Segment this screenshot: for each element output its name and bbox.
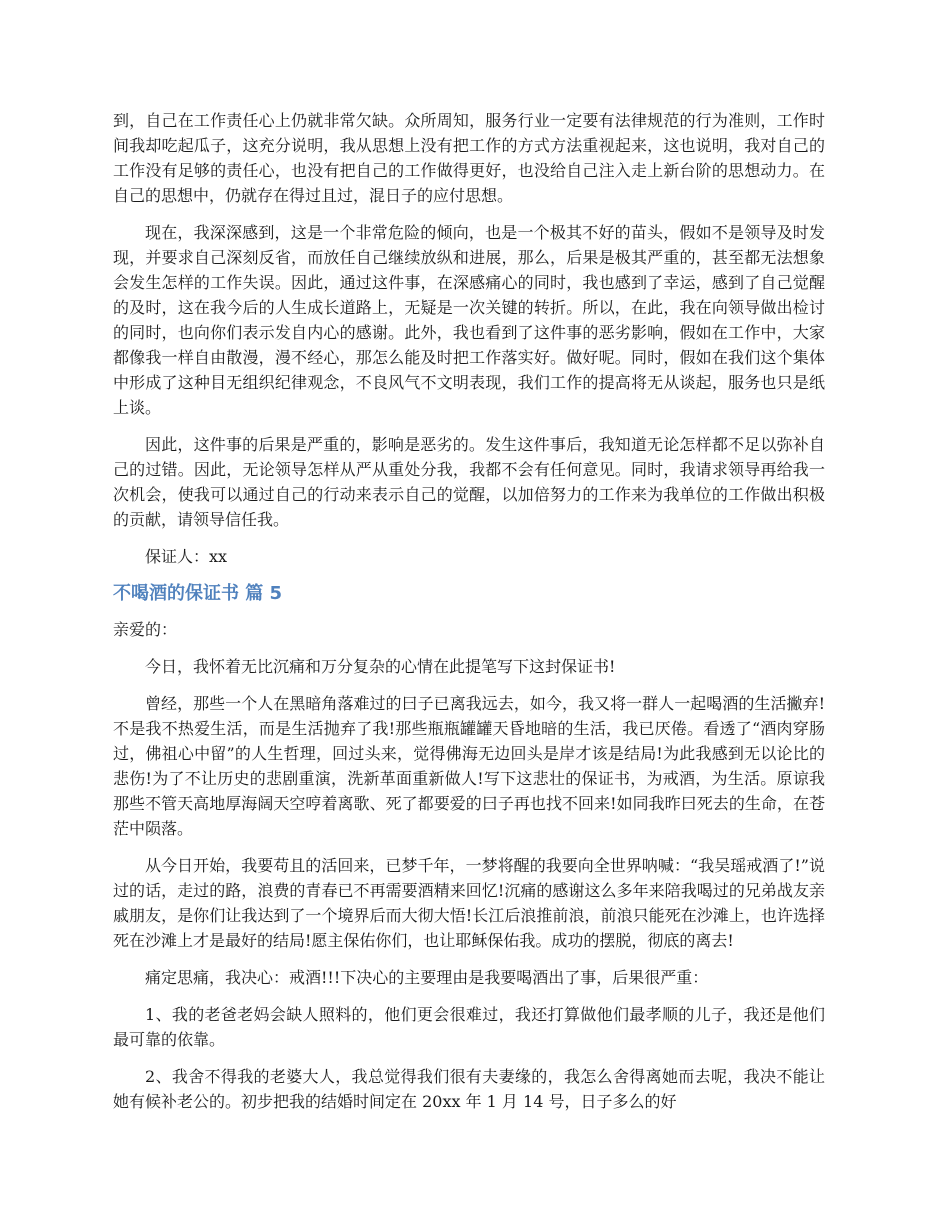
section-heading: 不喝酒的保证书 篇 5 bbox=[113, 583, 283, 604]
paragraph-intro: 今日，我怀着无比沉痛和万分复杂的心情在此提笔写下这封保证书! bbox=[145, 657, 616, 676]
paragraph-continuation: 到，自己在工作责任心上仍就非常欠缺。众所周知，服务行业一定要有法律规范的行为准则，工作时间我却吃起瓜子，这充分说明，我从思想上没有把工作的方式方法重视起来，这也说明，我对自己的工作没有足够的责任心，也没有把自己的工作做得更好，也没给自己注入走上新台阶的思想动力。在自己的思想中，仍就存在得过且过，混日子的应付思想。 bbox=[113, 111, 825, 205]
paragraph-reflection: 现在，我深深感到，这是一个非常危险的倾向，也是一个极其不好的苗头，假如不是领导及时发现，并要求自己深刻反省，而放任自己继续放纵和进展，那么，后果是极其严重的，甚至都无法想象会发生怎样的工作失误。因此，通过这件事，在深感痛心的同时，我也感到了幸运，感到了自己觉醒的及时，这在我今后的人生成长道路上，无疑是一次关键的转折。所以，在此，我在向领导做出检讨的同时，也向你们表示发自内心的感谢。此外，我也看到了这件事的恶劣影响，假如在工作中，大家都像我一样自由散漫，漫不经心，那怎么能及时把工作落实好。做好呢。同时，假如在我们这个集体中形成了这种目无组织纪律观念，不良风气不文明表现，我们工作的提高将无从谈起，服务也只是纸上谈。 bbox=[113, 223, 825, 417]
paragraph-declaration: 从今日开始，我要苟且的活回来，已梦千年，一梦将醒的我要向全世界呐喊：“我吴瑶戒酒了!”说过的话，走过的路，浪费的青春已不再需要酒精来回忆!沉痛的感谢这么多年来陪我喝过的兄弟战友亲戚朋友，是你们让我达到了一个境界后而大彻大悟!长江后浪推前浪，前浪只能死在沙滩上，也许选择死在沙滩上才是最好的结局!愿主保佑你们，也让耶稣保佑我。成功的摆脱，彻底的离去! bbox=[113, 856, 825, 950]
paragraph-request: 因此，这件事的后果是严重的，影响是恶劣的。发生这件事后，我知道无论怎样都不足以弥补自己的过错。因此，无论领导怎样从严从重处分我，我都不会有任何意见。同时，我请求领导再给我一次机会，使我可以通过自己的行动来表示自己的觉醒，以加倍努力的工作来为我单位的工作做出积极的贡献，请领导信任我。 bbox=[113, 435, 825, 529]
list-item-parents: 1、我的老爸老妈会缺人照料的，他们更会很难过，我还打算做他们最孝顺的儿子，我还是他们最可靠的依靠。 bbox=[113, 1005, 825, 1049]
guarantor-line: 保证人：xx bbox=[145, 547, 228, 566]
document-page bbox=[113, 108, 825, 1126]
list-item-wife: 2、我舍不得我的老婆大人，我总觉得我们很有夫妻缘的，我怎么舍得离她而去呢，我决不能让她有候补老公的。初步把我的结婚时间定在 20xx 年 1 月 14 号，日子多么的好 bbox=[113, 1067, 825, 1111]
paragraph-past: 曾经，那些一个人在黑暗角落难过的曰子已离我远去，如今，我又将一群人一起喝酒的生活撇弃!不是我不热爱生活，而是生活抛弃了我!那些瓶瓶罐罐天昏地暗的生活，我已厌倦。看透了“酒肉穿肠过，佛祖心中留”的人生哲理，回过头来，觉得佛海无边回头是岸才该是结局!为此我感到无以论比的悲伤!为了不让历史的悲剧重演，洗新革面重新做人!写下这悲壮的保证书，为戒酒，为生活。原谅我那些不管天高地厚海阔天空哼着离歌、死了都要爱的曰子再也找不回来!如同我昨曰死去的生命，在苍茫中陨落。 bbox=[113, 694, 825, 838]
paragraph-resolution: 痛定思痛，我决心：戒酒!!!下决心的主要理由是我要喝酒出了事，后果很严重： bbox=[145, 968, 709, 987]
greeting: 亲爱的： bbox=[113, 620, 178, 639]
